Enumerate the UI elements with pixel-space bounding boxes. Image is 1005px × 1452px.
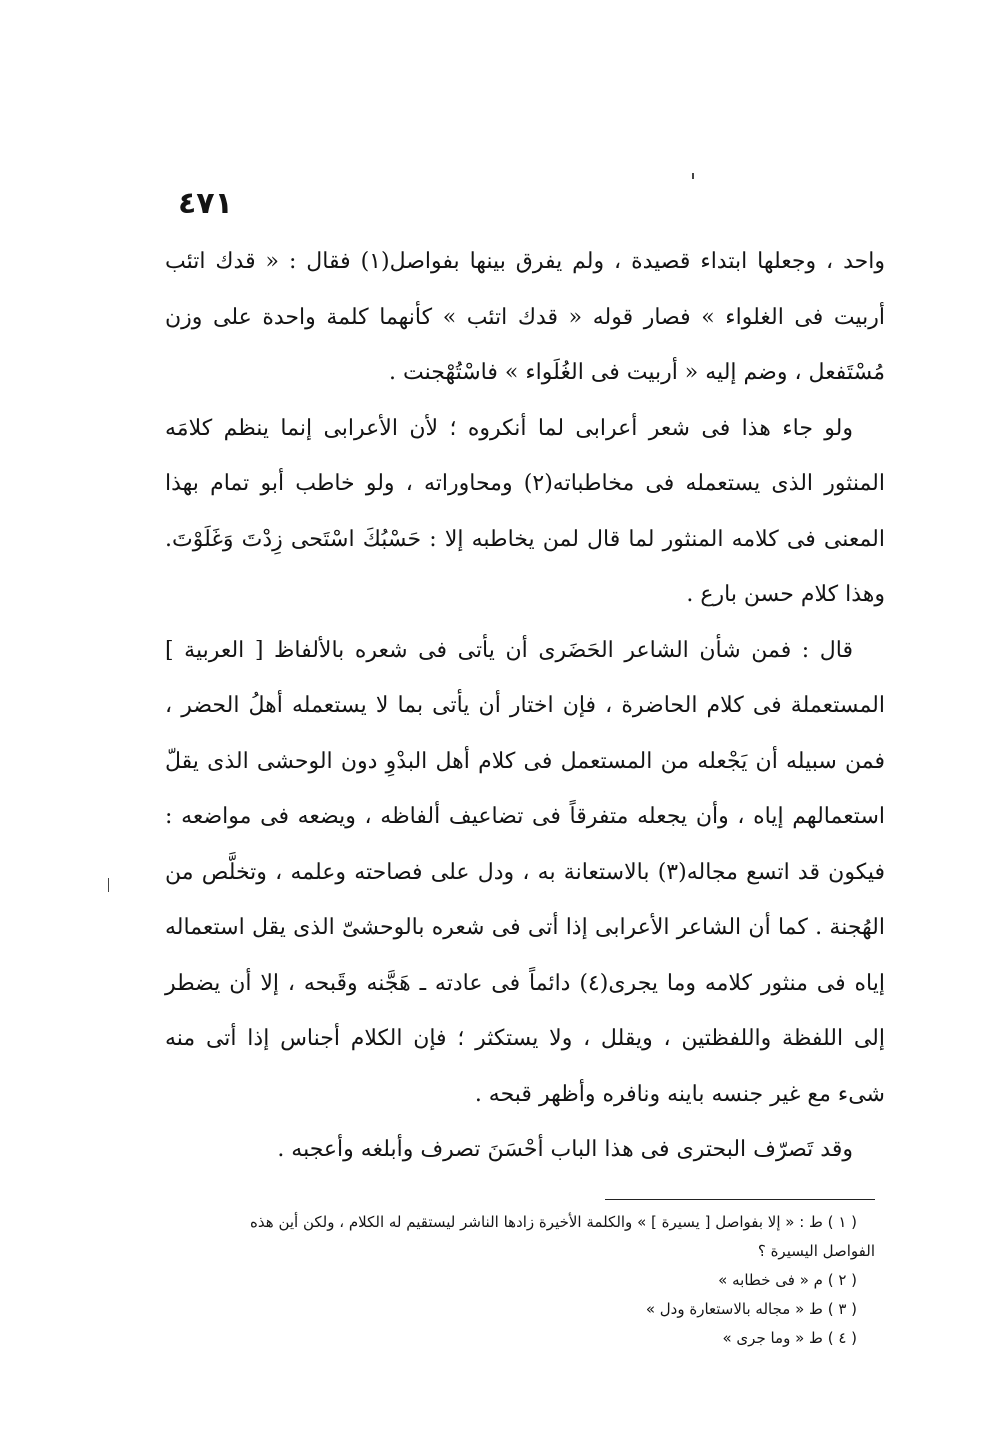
- footnote-2: ( ٢ ) م « فى خطابه »: [718, 1271, 857, 1289]
- footnote-separator: [605, 1199, 875, 1200]
- footnotes: [200, 1208, 875, 1353]
- scan-speck: [692, 173, 694, 179]
- paragraph-2: ولو جاء هذا فى شعر أعرابى لما أنكروه ؛ لأن الأعرابى إنما ينظم كلامَه المنثور الذى يستعمله فى مخاطباته(٢) ومحاوراته ، ولو خاطب أبو تمام بهذا المعنى فى كلامه المنثور لما قال لمن يخاطبه إلا : حَسْبُكَ اسْتَحى زِدْتَ وَغَلَوْتَ. وهذا كلام حسن بارع .: [165, 415, 885, 607]
- paragraph-4: وقد تَصرّف البحترى فى هذا الباب أحْسَنَ تصرف وأبلغه وأعجبه .: [277, 1137, 853, 1162]
- paragraph-3: قال : فمن شأن الشاعر الحَضَرى أن يأتى فى شعره بالألفاظ [ العربية ] المستعملة فى كلام الحاضرة ، فإن اختار أن يأتى بما لا يستعمله أهلُ الحضر ، فمن سبيله أن يَجْعله من المستعمل فى كلام أهل البدْوِ دون الوحشى الذى يقلّ استعمالهم إياه ، وأن يجعله متفرقاً فى تضاعيف ألفاظه ، ويضعه فى مواضعه : فيكون قد اتسع مجاله(٣) بالاستعانة به ، ودل على فصاحته وعلمه ، وتخلَّص من الهُجنة . كما أن الشاعر الأعرابى إذا أتى فى شعره بالوحشىّ الذى يقل استعماله إياه فى منثور كلامه وما يجرى(٤) دائماً فى عادته ـ هَجَّنه وقَبحه ، إلا أن يضطر إلى اللفظة واللفظتين ، ويقلل ، ولا يستكثر ؛ فإن الكلام أجناس إذا أتى منه شىء مع غير جنسه باينه ونافره وأظهر قبحه .: [165, 637, 886, 1107]
- footnote-4: ( ٤ ) ط « وما جرى »: [722, 1329, 857, 1347]
- footnote-1: ( ١ ) ط : « إلا بفواصل [ يسيرة ] » والكلمة الأخيرة زادها الناشر ليستقيم له الكلام ، ولكن أين هذه الفواصل اليسيرة ؟: [250, 1213, 875, 1260]
- page-number: ٤٧١: [178, 186, 233, 221]
- scan-speck: [108, 878, 109, 892]
- paragraph-1: واحد ، وجعلها ابتداء قصيدة ، ولم يفرق بينها بفواصل(١) فقال : « قدك اتئب أربيت فى الغلواء » فصار قوله « قدك اتئب » كأنهما كلمة واحدة على وزن مُسْتَفعل ، وضم إليه « أربيت فى الغُلَواء » فاسْتُهْجنت .: [165, 249, 885, 385]
- footnote-3: ( ٣ ) ط « مجاله بالاستعارة ودل »: [645, 1300, 857, 1318]
- main-text: [165, 234, 885, 1178]
